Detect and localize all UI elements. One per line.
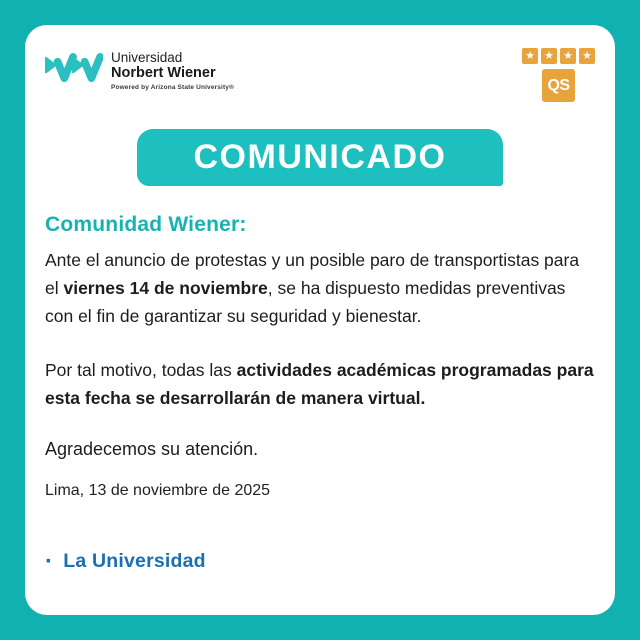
- qs-rating-badge: [522, 47, 595, 102]
- closing-line: Agradecemos su atención.: [45, 439, 259, 459]
- university-logo: [45, 47, 234, 91]
- university-name-line1: Universidad: [111, 50, 183, 65]
- qs-star-icon: ★: [541, 48, 557, 64]
- signature-text: La Universidad: [63, 550, 206, 572]
- greeting-heading: Comunidad Wiener:: [45, 213, 247, 236]
- university-name-line2: Norbert Wiener: [111, 64, 216, 81]
- qs-star-icon: ★: [579, 48, 595, 64]
- signature-bullet: ·: [45, 547, 54, 575]
- qs-logo: QS: [542, 69, 575, 102]
- university-logo-icon: [45, 47, 103, 91]
- paragraph-2: [45, 356, 595, 412]
- paragraph-1-text: Ante el anuncio de protestas y un posible paro de transportistas para el: [45, 250, 580, 298]
- qs-stars-row: [522, 48, 595, 64]
- paragraph-1-bold-date: viernes 14 de noviembre: [63, 278, 268, 298]
- paragraph-2-bold-measure: actividades académicas programadas para esta fecha se desarrollarán de manera virtual.: [45, 360, 594, 408]
- paragraph-2-text: Por tal motivo, todas las: [45, 360, 237, 380]
- announcement-body: [25, 213, 615, 573]
- paragraph-1-text-after: , se ha dispuesto medidas preventivas con el fin de garantizar su seguridad y bienestar.: [45, 278, 566, 326]
- banner-title: COMUNICADO: [193, 138, 447, 176]
- powered-by-label: Powered by Arizona State University®: [111, 84, 235, 92]
- qs-star-icon: ★: [560, 48, 576, 64]
- comunicado-banner: [137, 129, 503, 186]
- signature: [45, 547, 595, 575]
- university-name-block: [111, 47, 234, 91]
- paragraph-1: [45, 246, 595, 330]
- announcement-card: [25, 25, 615, 615]
- qs-star-icon: ★: [522, 48, 538, 64]
- dateline: Lima, 13 de noviembre de 2025: [45, 482, 271, 499]
- header: [25, 25, 615, 102]
